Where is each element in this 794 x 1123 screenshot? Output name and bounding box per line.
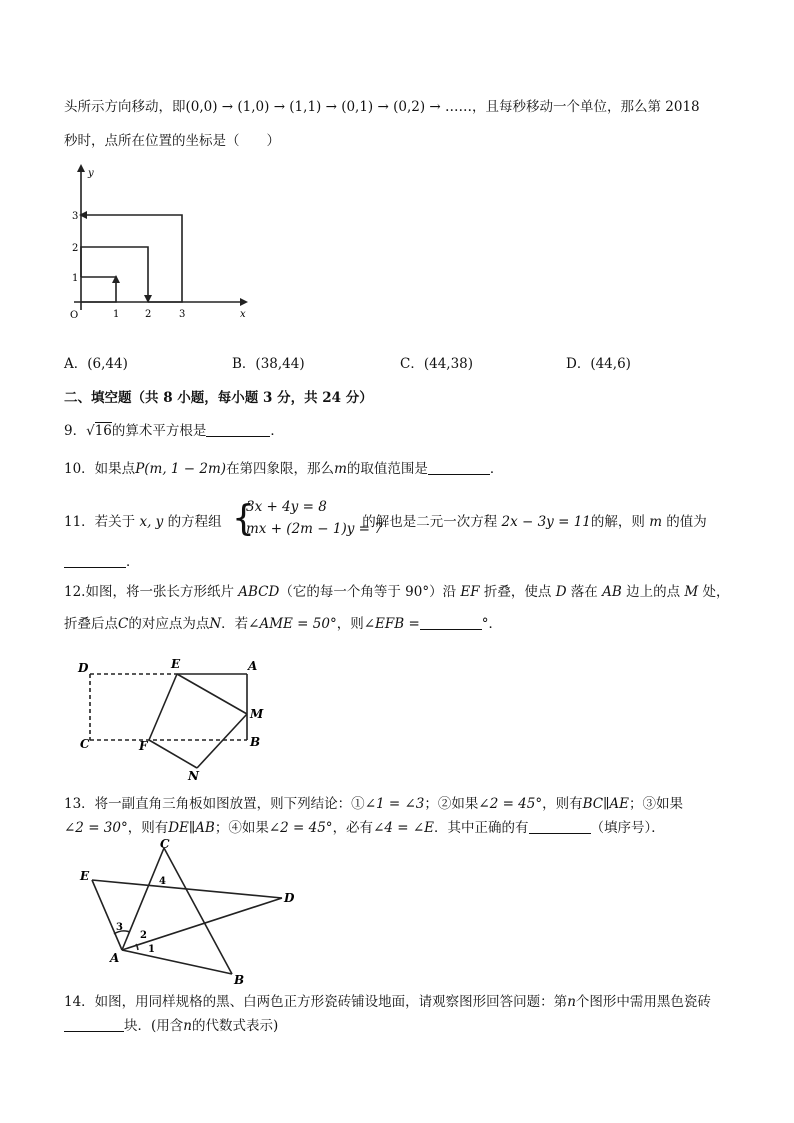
svg-text:A: A xyxy=(110,951,120,965)
q12-text-0: 12.如图，将一张长方形纸片 xyxy=(64,584,239,600)
svg-text:F: F xyxy=(139,739,148,753)
svg-text:C: C xyxy=(80,737,90,751)
q12-math-9: M xyxy=(684,584,699,600)
svg-text:B: B xyxy=(250,735,261,749)
q11-line2: ． xyxy=(64,552,140,572)
svg-text:2: 2 xyxy=(72,243,79,254)
svg-text:1: 1 xyxy=(72,273,79,284)
q12-line2: 折叠后点C的对应点为点N．若∠AME = 50°，则∠EFB = °． xyxy=(64,616,503,632)
q8-grid-figure xyxy=(64,162,264,322)
svg-text:y: y xyxy=(88,168,94,179)
svg-text:M: M xyxy=(250,707,264,721)
q13-answer-blank[interactable] xyxy=(529,819,591,834)
section-heading: 二、填空题（共 8 小题，每小题 3 分，共 24 分） xyxy=(64,390,373,406)
svg-text:A: A xyxy=(248,659,258,673)
svg-text:3: 3 xyxy=(72,211,79,222)
choice-a[interactable]: A．(6,44) xyxy=(64,356,128,372)
q12-math-5: D xyxy=(555,584,567,600)
q13-triangles-figure xyxy=(64,838,304,988)
q12-math-1: ABCD xyxy=(238,584,280,600)
svg-text:D: D xyxy=(78,661,89,675)
svg-text:x: x xyxy=(240,309,246,320)
svg-text:4: 4 xyxy=(159,876,166,887)
choice-d[interactable]: D．(44,6) xyxy=(566,356,631,372)
svg-text:2: 2 xyxy=(145,309,152,320)
q13-line2: ∠2 = 30°，则有DE∥AB；④如果∠2 = 45°，必有∠4 = ∠E．其中正确的有 （填序号）． xyxy=(64,820,665,836)
q11-answer-blank[interactable] xyxy=(64,553,126,568)
q12-text-2: （它的每一个角等于 90°）沿 xyxy=(279,584,461,600)
svg-text:E: E xyxy=(171,657,181,671)
q14-line2: 块．(用含n的代数式表示) xyxy=(64,1016,278,1036)
q12-math-7: AB xyxy=(602,584,622,600)
q12-text-4: 折叠，使点 xyxy=(479,584,556,600)
svg-text:2: 2 xyxy=(140,930,147,941)
q9: 9．√16的算术平方根是 ． xyxy=(64,423,284,439)
svg-text:1: 1 xyxy=(113,309,120,320)
q10-answer-blank[interactable] xyxy=(428,460,490,475)
svg-text:D: D xyxy=(284,891,295,905)
q12-line1 xyxy=(64,582,730,602)
q8-line2: 秒时，点所在位置的坐标是（ ） xyxy=(64,133,280,149)
svg-text:3: 3 xyxy=(179,309,186,320)
q12-math-3: EF xyxy=(460,584,480,600)
svg-text:3: 3 xyxy=(116,922,123,933)
svg-text:O: O xyxy=(70,310,79,321)
svg-text:B: B xyxy=(234,973,245,987)
q14-line1: 14．如图，用同样规格的黑、白两色正方形瓷砖铺设地面，请观察图形回答问题：第n个图形中需用黑色瓷砖 xyxy=(64,994,711,1010)
choice-b[interactable]: B．(38,44) xyxy=(232,356,305,372)
svg-text:E: E xyxy=(80,869,90,883)
svg-text:C: C xyxy=(160,838,170,851)
choice-c[interactable]: C．(44,38) xyxy=(400,356,474,372)
q12-text-10: 处， xyxy=(698,584,730,600)
q13-line1: 13．将一副直角三角板如图放置，则下列结论：①∠1 = ∠3；②如果∠2 = 45°，则有BC∥AE；③如果 xyxy=(64,796,683,812)
svg-text:N: N xyxy=(188,769,199,782)
q12-fold-figure xyxy=(64,652,284,782)
q9-answer-blank[interactable] xyxy=(206,422,270,437)
q12-answer-blank[interactable] xyxy=(420,615,482,630)
q8-sequence: (0,0) → (1,0) → (1,1) → (0,1) → (0,2) → …… xyxy=(185,99,472,115)
q12-text-8: 边上的点 xyxy=(621,584,685,600)
q14-answer-blank[interactable] xyxy=(64,1017,124,1032)
q11: 11．若关于 x, y 的方程组 的解也是二元一次方程 2x − 3y = 11的解，则 m 的值为 xyxy=(64,514,707,530)
q10: 10．如果点P(m, 1 − 2m)在第四象限，那么m的取值范围是 ． xyxy=(64,461,504,477)
q8-line1: 头所示方向移动，即(0,0) → (1,0) → (1,1) → (0,1) → (0,2) → ……，且每秒移动一个单位，那么第 2018 xyxy=(64,99,700,115)
q12-text-6: 落在 xyxy=(566,584,603,600)
svg-text:1: 1 xyxy=(148,944,155,955)
